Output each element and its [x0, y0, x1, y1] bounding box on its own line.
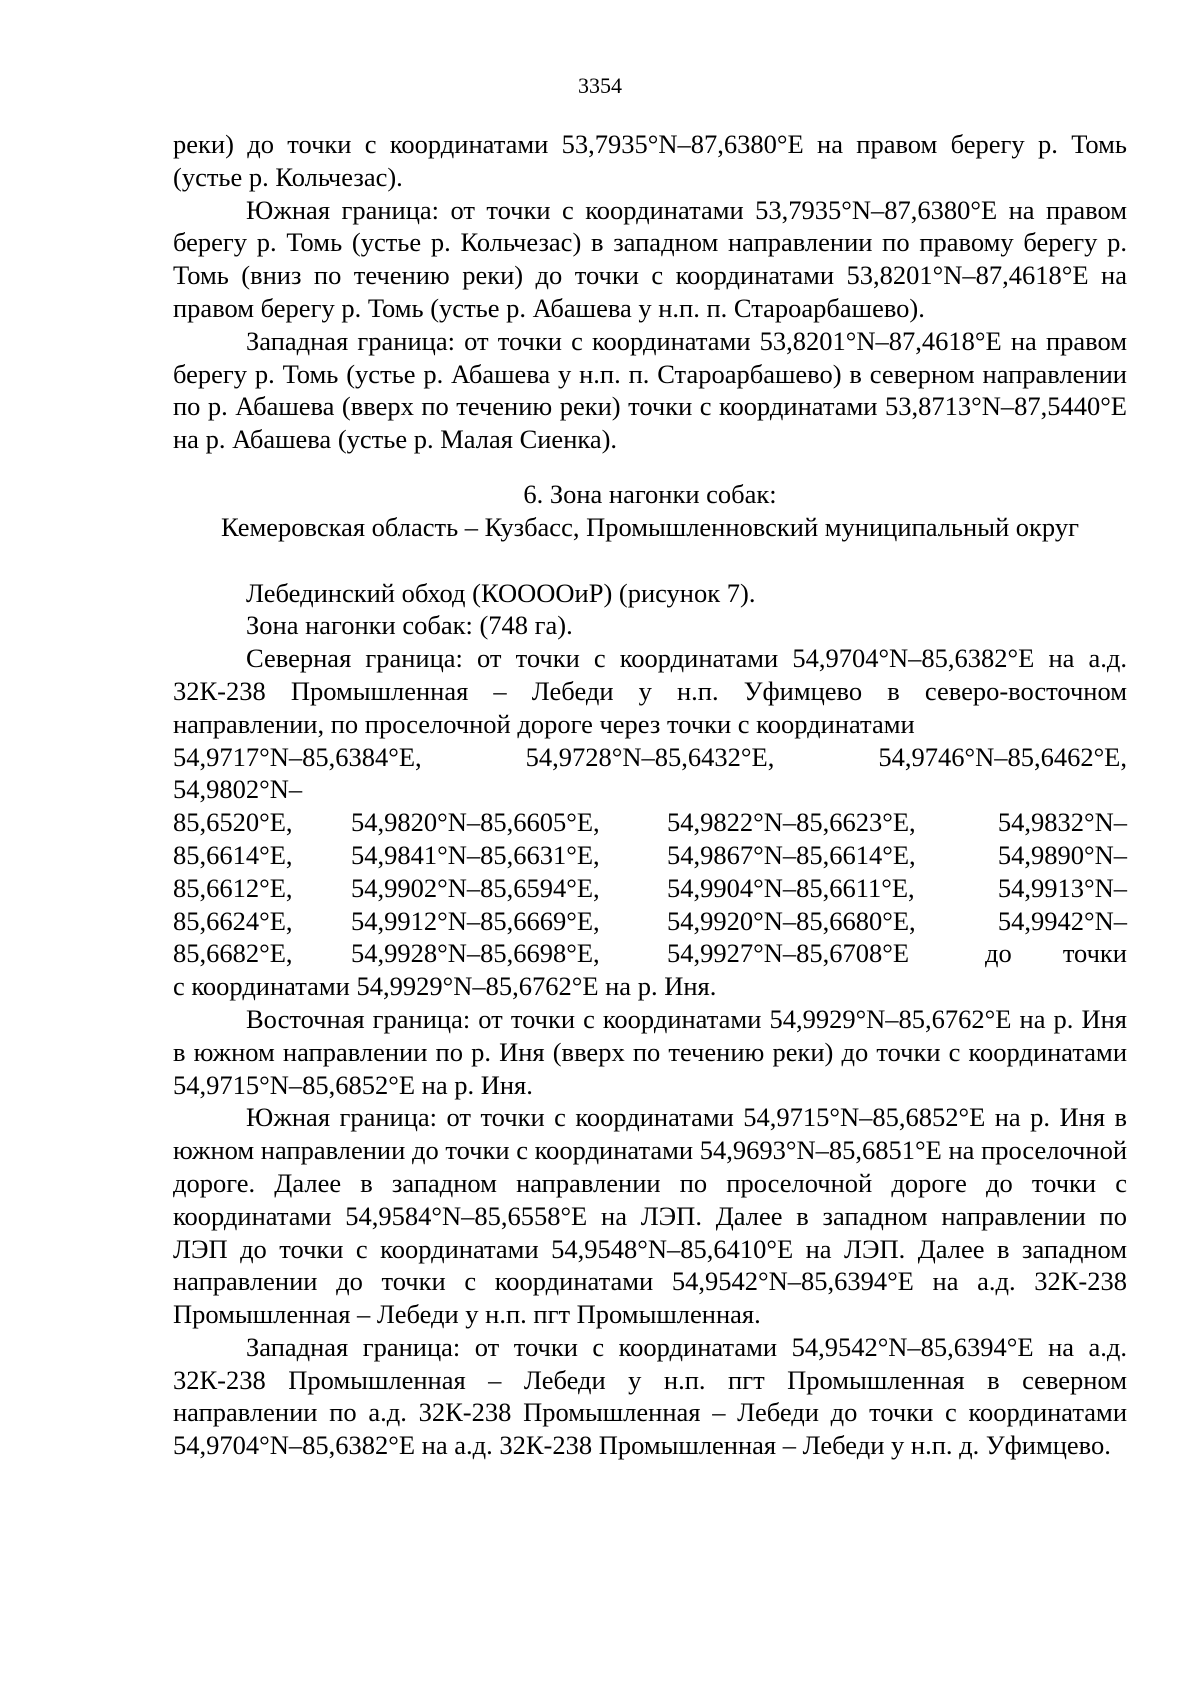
coord-item: 54,9942°N–: [997, 905, 1127, 936]
coord-item: 54,9890°N–: [997, 839, 1127, 870]
coords-grid: [173, 806, 1127, 970]
coord-item: 54,9920°N–85,6680°E,: [667, 905, 916, 936]
coord-item: 54,9912°N–85,6669°E,: [351, 905, 600, 936]
coord-item: 85,6614°E,: [173, 839, 293, 870]
coord-item: 54,9913°N–: [997, 872, 1127, 903]
coord-item: 54,9928°N–85,6698°E,: [351, 938, 600, 969]
intro-detour: Лебединский обход (КООООиР) (рисунок 7).: [246, 577, 756, 608]
coord-item: 54,9867°N–85,6614°E,: [667, 839, 916, 870]
coords-row: 54,9802°N–: [173, 774, 303, 805]
coord-item: 54,9820°N–85,6605°E,: [351, 807, 600, 838]
coord-item: 54,9904°N–85,6611°E,: [667, 872, 915, 903]
page-number: 3354: [578, 73, 622, 98]
north-border-start: Северная граница: от точки с координатами 54,9704°N–85,6382°E на а.д. 32К-238 Промышленная – Лебеди у н.п. Уфимцево в северо-восточном направлении, по проселочной дороге через точки с координатами: [173, 643, 1127, 739]
coord-item: 85,6624°E,: [173, 905, 293, 936]
document-body: [173, 128, 1127, 1462]
coord-item: 85,6682°E,: [173, 938, 293, 969]
paragraph-south-border-prev: Южная граница: от точки с координатами 53,7935°N–87,6380°E на правом берегу р. Томь (устье р. Кольчезас) в западном направлении по правому берегу р. Томь (вниз по течению реки) до точки с координатами 53,8201°N–87,4618°E на правом берегу р. Томь (устье р. Абашева у н.п. п. Староарбашево).: [173, 194, 1127, 323]
coord-item: 54,9822°N–85,6623°E,: [667, 807, 916, 838]
coord-word: точки: [1062, 938, 1127, 969]
north-border-end: с координатами 54,9929°N–85,6762°E на р. Иня.: [173, 971, 717, 1002]
coords-row: [173, 741, 1127, 774]
section-heading: 6. Зона нагонки собак:: [523, 478, 777, 509]
paragraph-west-border-prev: Западная граница: от точки с координатами 53,8201°N–87,4618°E на правом берегу р. Томь (устье р. Абашева у н.п. п. Староарбашево) в северном направлении по р. Абашева (вверх по течению реки) точки с координатами 53,8713°N–87,5440°E на р. Абашева (устье р. Малая Сиенка).: [173, 325, 1127, 455]
coord-item: 54,9746°N–85,6462°E,: [878, 741, 1127, 772]
section-subheading: Кемеровская область – Кузбасс, Промышленновский муниципальный округ: [221, 511, 1079, 542]
coord-word: до: [985, 938, 1012, 969]
south-border: Южная граница: от точки с координатами 54,9715°N–85,6852°E на р. Иня в южном направлении до точки с координатами 54,9693°N–85,6851°E на проселочной дороге. Далее в западном направлении по проселочной дороге до точки с координатами 54,9584°N–85,6558°E на ЛЭП. Далее в западном направлении по ЛЭП до точки с координатами 54,9548°N–85,6410°E на ЛЭП. Далее в западном направлении до точки с координатами 54,9542°N–85,6394°E на а.д. 32К-238 Промышленная – Лебеди у н.п. пгт Промышленная.: [173, 1102, 1127, 1330]
intro-zone-area: Зона нагонки собак: (748 га).: [246, 610, 573, 641]
coord-item: 54,9728°N–85,6432°E,: [525, 741, 775, 772]
coord-item: 54,9717°N–85,6384°E,: [173, 741, 422, 772]
west-border: Западная граница: от точки с координатами 54,9542°N–85,6394°E на а.д. 32К-238 Промышленная – Лебеди у н.п. пгт Промышленная в северном направлении по а.д. 32К-238 Промышленная – Лебеди до точки с координатами 54,9704°N–85,6382°E на а.д. 32К-238 Промышленная – Лебеди у н.п. д. Уфимцево.: [173, 1331, 1127, 1461]
coord-item: 85,6612°E,: [173, 872, 293, 903]
east-border: Восточная граница: от точки с координатами 54,9929°N–85,6762°E на р. Иня в южном направлении по р. Иня (вверх по течению реки) до точки с координатами 54,9715°N–85,6852°E на р. Иня.: [173, 1003, 1127, 1100]
coord-item: 54,9927°N–85,6708°E: [667, 938, 910, 969]
paragraph-continuation: реки) до точки с координатами 53,7935°N–87,6380°E на правом берегу р. Томь (устье р. Кольчезас).: [173, 129, 1127, 192]
coord-item: 85,6520°E,: [173, 807, 293, 838]
coord-item: 54,9902°N–85,6594°E,: [351, 872, 600, 903]
coord-tail: [985, 937, 1127, 970]
coord-item: 54,9841°N–85,6631°E,: [351, 839, 600, 870]
coord-item: 54,9832°N–: [997, 807, 1127, 838]
